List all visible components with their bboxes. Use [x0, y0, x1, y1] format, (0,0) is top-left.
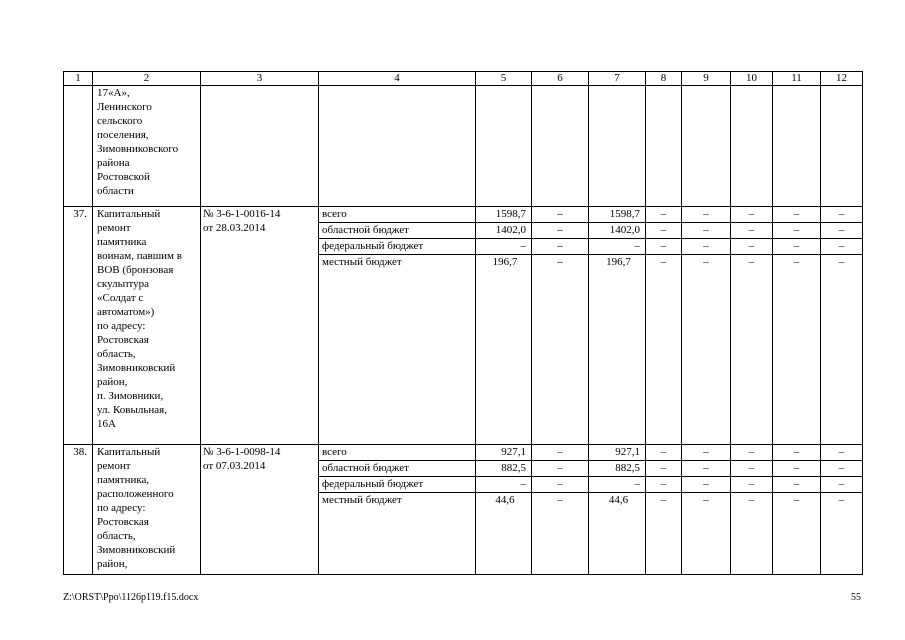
- funding-source-label: всего: [319, 445, 475, 461]
- budget-value: 196,7: [492, 256, 518, 268]
- column-header: 3: [201, 72, 319, 86]
- budget-value: –: [646, 223, 681, 239]
- empty-cell: [589, 86, 646, 207]
- value-cell: [532, 445, 589, 575]
- budget-value: –: [682, 445, 730, 461]
- value-cell: [646, 445, 682, 575]
- budget-value: –: [682, 461, 730, 477]
- budget-value: –: [838, 494, 845, 506]
- column-number-row: [64, 72, 863, 86]
- budget-value: –: [773, 477, 820, 493]
- budget-value: –: [821, 477, 862, 493]
- value-cell: [589, 207, 646, 445]
- value-cell: [821, 445, 863, 575]
- empty-cell: [682, 86, 731, 207]
- funding-source-cell: [319, 445, 476, 575]
- budget-table: [63, 71, 863, 575]
- value-cell: [821, 207, 863, 445]
- empty-cell: [319, 86, 476, 207]
- funding-source-label: областной бюджет: [319, 223, 475, 239]
- budget-value: –: [773, 223, 820, 239]
- column-header: 10: [731, 72, 773, 86]
- budget-value: –: [589, 239, 645, 255]
- column-header: 8: [646, 72, 682, 86]
- row-number: 37.: [64, 207, 93, 445]
- budget-value: 44,6: [495, 494, 515, 506]
- budget-value: –: [646, 239, 681, 255]
- column-header: 11: [773, 72, 821, 86]
- budget-value: –: [532, 239, 588, 255]
- empty-cell: [821, 86, 863, 207]
- budget-value: 927,1: [476, 445, 531, 461]
- budget-value: –: [773, 461, 820, 477]
- object-name: Капитальный ремонт памятника воинам, павшим в ВОВ (бронзовая скульптура «Солдат с автоматом») по адресу: Ростовская область, Зимовниковский район, п. Зимовники, ул. Ковыльная, 16А: [93, 207, 201, 445]
- budget-value: –: [660, 494, 667, 506]
- empty-cell: [476, 86, 532, 207]
- column-header: 1: [64, 72, 93, 86]
- budget-value: –: [557, 256, 563, 268]
- table-row: [64, 207, 863, 445]
- budget-value: –: [773, 239, 820, 255]
- funding-source-label: местный бюджет: [322, 494, 402, 506]
- budget-value: –: [532, 461, 588, 477]
- budget-value: –: [682, 477, 730, 493]
- budget-value: –: [821, 239, 862, 255]
- value-cell: [646, 207, 682, 445]
- row-number: [64, 86, 93, 207]
- budget-value: –: [793, 494, 800, 506]
- budget-value: –: [646, 445, 681, 461]
- file-path: Z:\ORST\Ppo\1126p119.f15.docx: [63, 592, 199, 603]
- budget-value: –: [821, 461, 862, 477]
- budget-value: 1598,7: [589, 207, 645, 223]
- funding-source-cell: [319, 207, 476, 445]
- row-number: 38.: [64, 445, 93, 575]
- object-name: Капитальный ремонт памятника, расположенного по адресу: Ростовская область, Зимовниковский район,: [93, 445, 201, 575]
- budget-value: –: [682, 223, 730, 239]
- budget-value: 1598,7: [476, 207, 531, 223]
- budget-value: –: [748, 256, 755, 268]
- column-header: 9: [682, 72, 731, 86]
- budget-value: –: [557, 494, 563, 506]
- budget-value: –: [731, 445, 772, 461]
- doc-reference: № 3-6-1-0016-14 от 28.03.2014: [201, 207, 319, 445]
- budget-value: 927,1: [589, 445, 645, 461]
- continuation-row: [64, 86, 863, 207]
- budget-value: –: [476, 477, 531, 493]
- table-row: [64, 445, 863, 575]
- doc-reference: [201, 86, 319, 207]
- funding-source-label: федеральный бюджет: [319, 477, 475, 493]
- value-cell: [682, 207, 731, 445]
- budget-value: –: [532, 223, 588, 239]
- value-cell: [476, 207, 532, 445]
- budget-value: –: [646, 207, 681, 223]
- column-header: 2: [93, 72, 201, 86]
- budget-value: –: [731, 223, 772, 239]
- budget-value: –: [731, 239, 772, 255]
- column-header: 7: [589, 72, 646, 86]
- budget-value: 1402,0: [589, 223, 645, 239]
- page-number: 55: [851, 592, 861, 603]
- budget-value: –: [748, 494, 755, 506]
- object-name: 17«А», Ленинского сельского поселения, Зимовниковского района Ростовской области: [93, 86, 201, 207]
- budget-value: –: [682, 239, 730, 255]
- value-cell: [731, 207, 773, 445]
- budget-value: –: [703, 494, 709, 506]
- value-cell: [532, 207, 589, 445]
- doc-reference: № 3-6-1-0098-14 от 07.03.2014: [201, 445, 319, 575]
- funding-source-label: областной бюджет: [319, 461, 475, 477]
- budget-value: –: [532, 477, 588, 493]
- funding-source-label: федеральный бюджет: [319, 239, 475, 255]
- budget-value: –: [821, 223, 862, 239]
- budget-value: 882,5: [476, 461, 531, 477]
- budget-value: –: [821, 207, 862, 223]
- column-header: 12: [821, 72, 863, 86]
- column-header: 5: [476, 72, 532, 86]
- budget-value: –: [682, 207, 730, 223]
- empty-cell: [646, 86, 682, 207]
- budget-value: –: [731, 207, 772, 223]
- budget-value: –: [532, 445, 588, 461]
- value-cell: [476, 445, 532, 575]
- value-cell: [589, 445, 646, 575]
- funding-source-label: местный бюджет: [322, 256, 402, 268]
- budget-value: –: [821, 445, 862, 461]
- budget-value: –: [660, 256, 667, 268]
- budget-value: –: [703, 256, 709, 268]
- budget-value: –: [793, 256, 800, 268]
- budget-value: –: [773, 445, 820, 461]
- budget-value: 44,6: [608, 494, 629, 506]
- budget-value: 196,7: [606, 256, 631, 268]
- budget-value: –: [646, 461, 681, 477]
- empty-cell: [731, 86, 773, 207]
- budget-value: –: [646, 477, 681, 493]
- column-header: 6: [532, 72, 589, 86]
- budget-value: –: [589, 477, 645, 493]
- value-cell: [682, 445, 731, 575]
- budget-value: –: [773, 207, 820, 223]
- column-header: 4: [319, 72, 476, 86]
- budget-value: –: [532, 207, 588, 223]
- budget-value: –: [731, 477, 772, 493]
- empty-cell: [773, 86, 821, 207]
- funding-source-label: всего: [319, 207, 475, 223]
- empty-cell: [532, 86, 589, 207]
- budget-value: –: [731, 461, 772, 477]
- budget-value: 1402,0: [476, 223, 531, 239]
- budget-value: –: [476, 239, 531, 255]
- budget-value: 882,5: [589, 461, 645, 477]
- value-cell: [773, 207, 821, 445]
- value-cell: [773, 445, 821, 575]
- budget-value: –: [838, 256, 845, 268]
- value-cell: [731, 445, 773, 575]
